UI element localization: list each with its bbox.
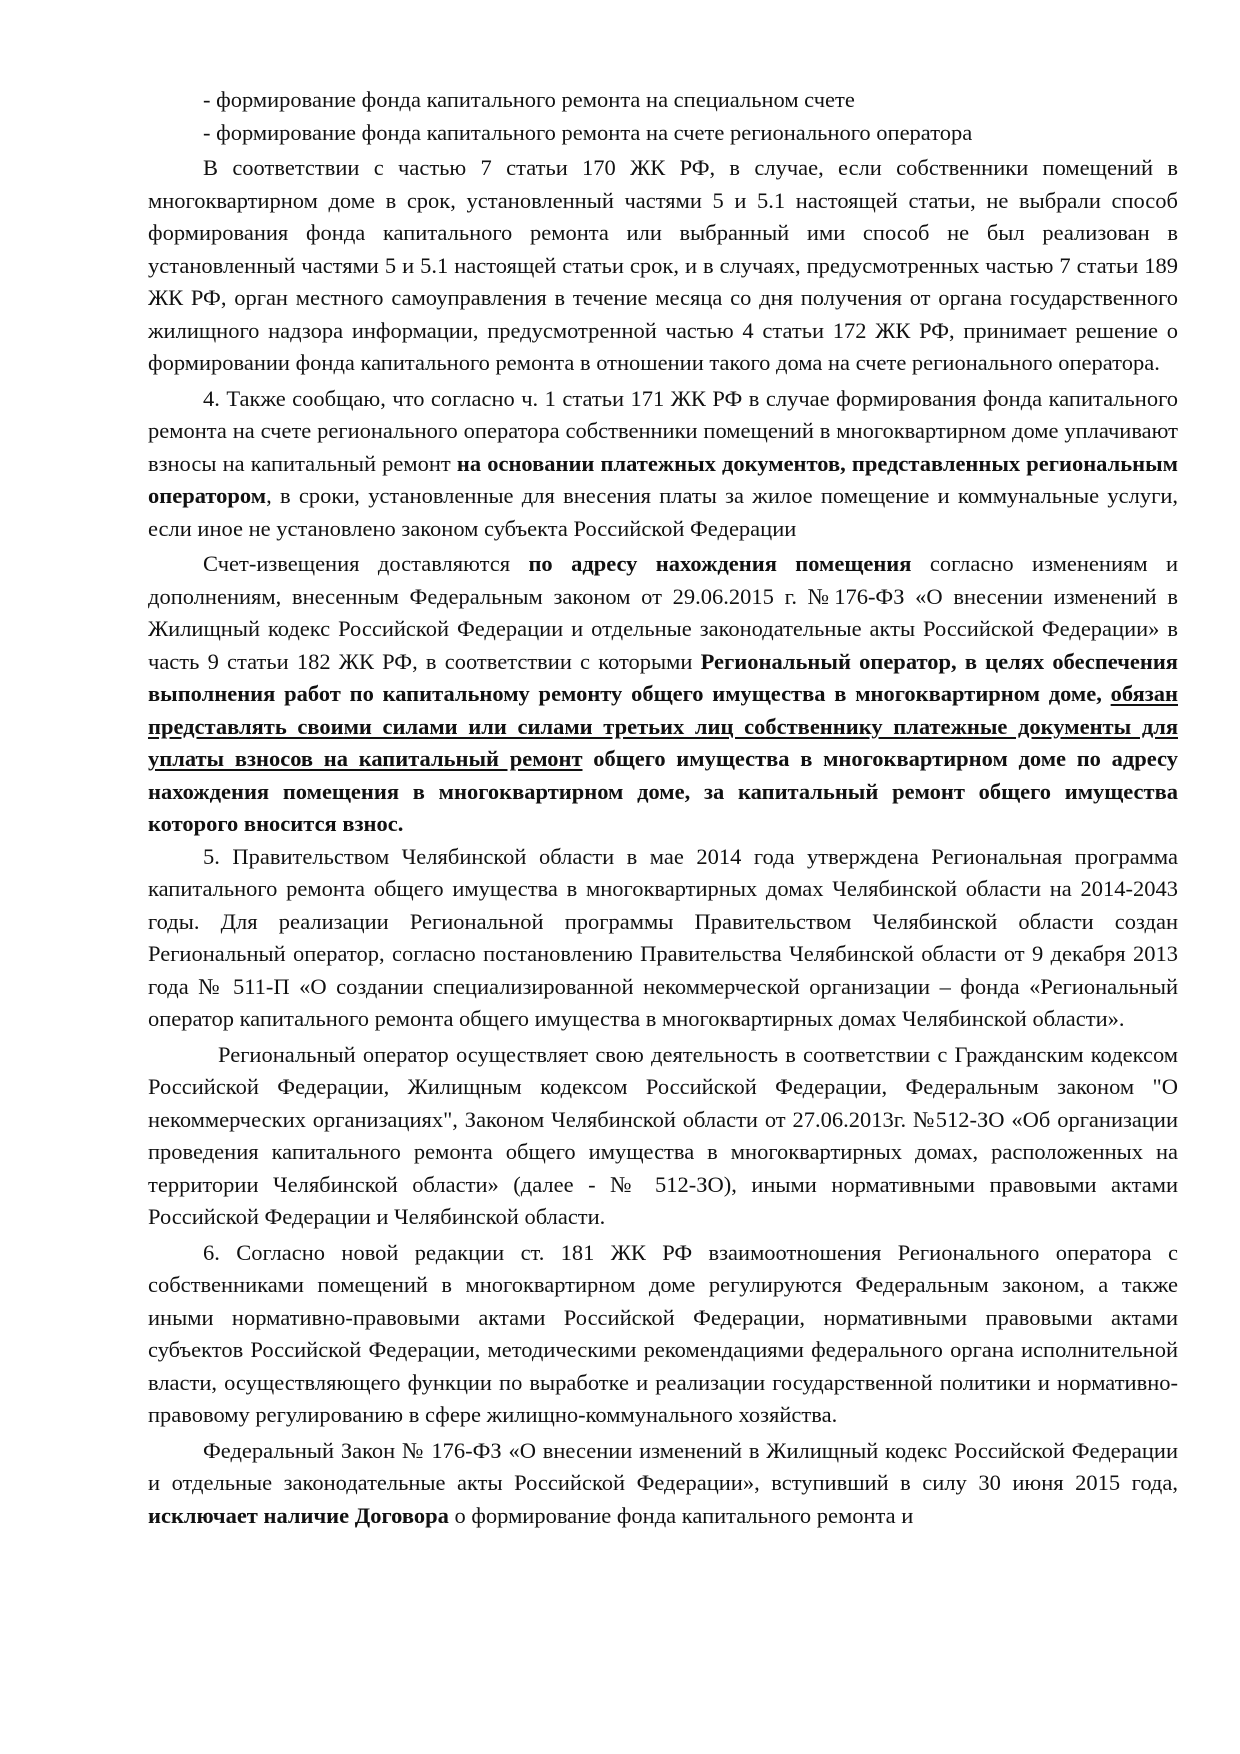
paragraph-6 — [148, 1237, 1178, 1432]
document-page — [148, 84, 1178, 1532]
text-run: Счет-извещения доставляются — [203, 551, 529, 576]
paragraph-federal-law-176 — [148, 1435, 1178, 1533]
text-run: , в сроки, установленные для внесения платы за жилое помещение и коммунальные услуги, если иное не установлено законом субъекта Российской Федерации — [148, 483, 1178, 541]
text-run: Региональный оператор осуществляет свою деятельность в соответствии с Гражданским кодексом Российской Федерации, Жилищным кодексом Российской Федерации, Федеральным законом "О некоммерческих организациях", Законом Челябинской области от 27.06.2013г. №512-ЗО «Об организации проведения капитального ремонта общего имущества в многоквартирных домах, расположенных на территории Челябинской области» (далее - № 512-ЗО), иными нормативными правовыми актами Российской Федерации и Челябинской области. — [148, 1041, 1178, 1229]
bold-run: по адресу нахождения помещения — [528, 551, 912, 576]
bold-underlined-run: обязан представлять своими силами или силами третьих лиц собственнику платежные документы для уплаты взносов на капитальный ремонт — [148, 681, 1178, 771]
text-run: В соответствии с частью 7 статьи 170 ЖК РФ, в случае, если собственники помещений в многоквартирном доме в срок, установленный частями 5 и 5.1 настоящей статьи, не выбрали способ формирования фонда капитального ремонта или выбранный ими способ не был реализован в установленный частями 5 и 5.1 настоящей статьи срок, и в случаях, предусмотренных частью 7 статьи 189 ЖК РФ, орган местного самоуправления в течение месяца со дня получения от органа государственного жилищного надзора информации, предусмотренной частью 4 статьи 172 ЖК РФ, принимает решение о формировании фонда капитального ремонта в отношении такого дома на счете регионального оператора. — [148, 155, 1178, 375]
text-run: Федеральный Закон № 176-ФЗ «О внесении изменений в Жилищный кодекс Российской Федерации и отдельные законодательные акты Российской Федерации», вступивший в силу 30 июня 2015 года, — [148, 1437, 1178, 1495]
bullet-special-account — [148, 84, 1178, 117]
text-run: - формирование фонда капитального ремонта на специальном счете — [203, 87, 855, 112]
paragraph-regional-operator-activity — [148, 1039, 1178, 1234]
text-run: 6. Согласно новой редакции ст. 181 ЖК РФ взаимоотношения Регионального оператора с собственниками помещений в многоквартирном доме регулируются Федеральным законом, а также иными нормативно-правовыми актами Российской Федерации, нормативными правовыми актами субъектов Российской Федерации, методическими рекомендациями федерального органа исполнительной власти, осуществляющего функции по выработке и реализации государственной политики и нормативно-правовому регулированию в сфере жилищно-коммунального хозяйства. — [148, 1239, 1178, 1427]
paragraph-5 — [148, 841, 1178, 1036]
text-run: 4. Также сообщаю, что согласно ч. 1 статьи 171 ЖК РФ в случае формирования фонда капитального ремонта на счете регионального оператора собственники помещений в многоквартирном доме уплачивают взносы на капитальный ремонт — [148, 385, 1178, 476]
paragraph-4 — [148, 383, 1178, 546]
paragraph-invoices — [148, 548, 1178, 841]
bold-run: на основании платежных документов, представленных региональным оператором — [148, 450, 1179, 508]
bold-run: общего имущества в многоквартирном доме по адресу нахождения помещения в многоквартирном доме, за капитальный ремонт общего имущества которого вносится взнос. — [148, 746, 1178, 836]
bold-run: Региональный оператор, в целях обеспечения выполнения работ по капитальному ремонту общего имущества в многоквартирном доме, — [148, 648, 1178, 706]
bullet-regional-operator-account — [148, 117, 1178, 150]
text-run: согласно изменениям и дополнениям, внесенным Федеральным законом от 29.06.2015 г. №176-ФЗ «О внесении изменений в Жилищный кодекс Российской Федерации и отдельные законодательные акты Российской Федерации» в часть 9 статьи 182 ЖК РФ, в соответствии с которыми — [148, 551, 1178, 674]
paragraph-article-170 — [148, 152, 1178, 380]
text-run: 5. Правительством Челябинской области в мае 2014 года утверждена Региональная программа капитального ремонта общего имущества в многоквартирных домах Челябинской области на 2014-2043 годы. Для реализации Региональной программы Правительством Челябинской области создан Региональный оператор, согласно постановлению Правительства Челябинской области от 9 декабря 2013 года № 511-П «О создании специализированной некоммерческой организации – фонда «Региональный оператор капитального ремонта общего имущества в многоквартирных домах Челябинской области». — [148, 843, 1178, 1031]
text-run: о формирование фонда капитального ремонта и — [448, 1502, 914, 1528]
bold-run: исключает наличие Договора — [148, 1502, 449, 1528]
text-run: - формирование фонда капитального ремонта на счете регионального оператора — [203, 119, 973, 145]
